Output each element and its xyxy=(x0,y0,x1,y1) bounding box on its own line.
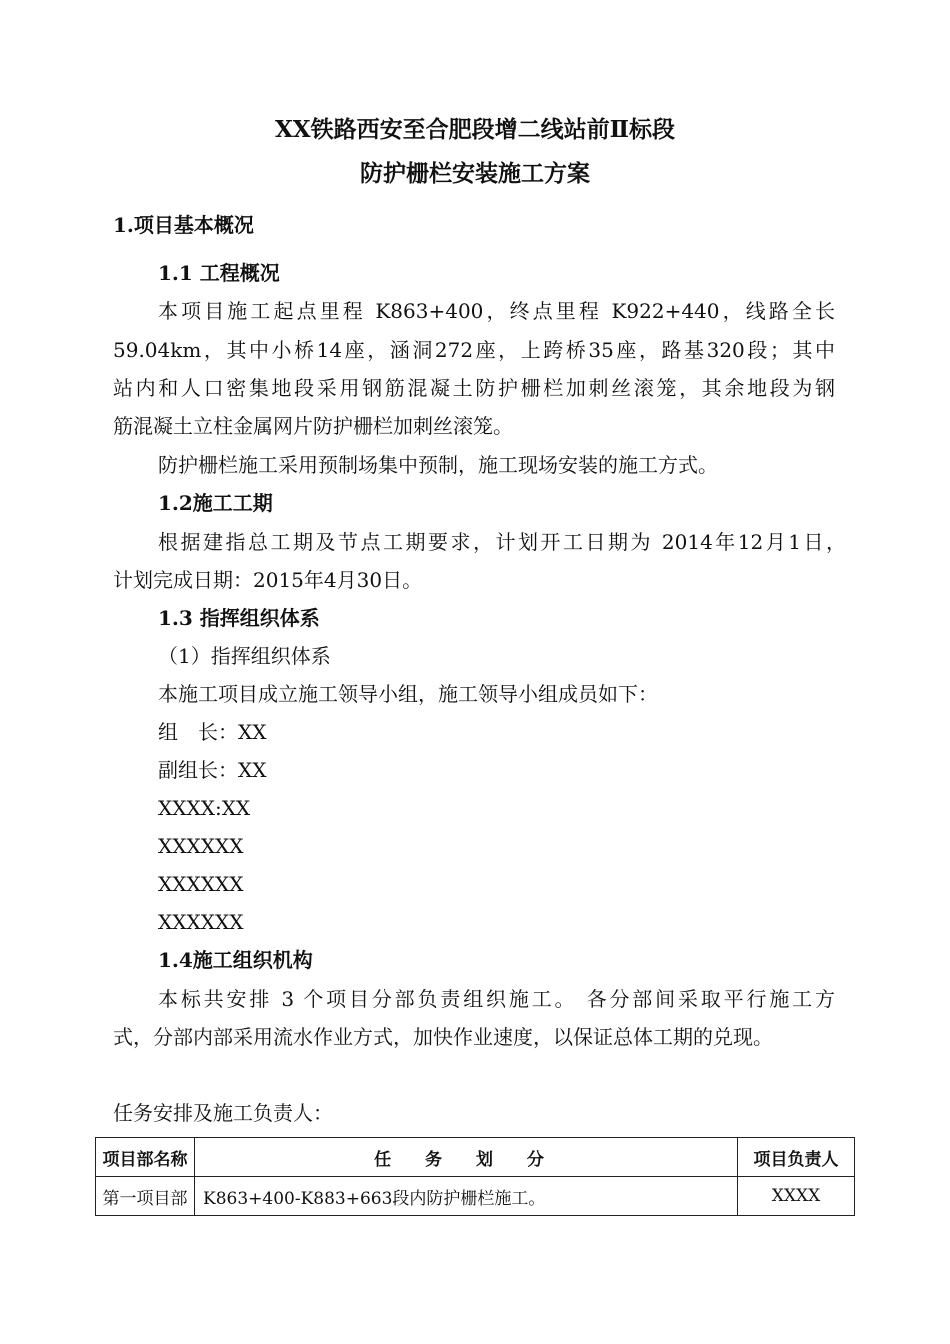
document-title-line1: XX铁路西安至合肥段增二线站前Ⅱ标段 xyxy=(274,116,676,143)
member-line: 副组长：XX xyxy=(158,758,267,782)
subsection-heading: 1.3 指挥组织体系 xyxy=(158,606,320,630)
table-header-row xyxy=(96,1138,855,1177)
subsection-heading: 1.2施工工期 xyxy=(158,491,273,515)
paragraph-line: 本项目施工起点里程 K863+400，终点里程 K922+440，线路全长 xyxy=(158,299,835,323)
document-title-line2: 防护栅栏安装施工方案 xyxy=(360,160,590,187)
paragraph-line: 根据建指总工期及节点工期要求，计划开工日期为 2014年12月1日， xyxy=(158,530,846,554)
task-assignment-table xyxy=(95,1137,855,1216)
paragraph-line: 59.04km，其中小桥14座，涵洞272座，上跨桥35座，路基320段；其中 xyxy=(113,338,835,362)
section-heading: 1.项目基本概况 xyxy=(113,213,254,237)
table-header-cell: 项目负责人 xyxy=(738,1138,855,1177)
member-line: XXXXXX xyxy=(158,910,244,934)
table-cell: 第一项目部 xyxy=(96,1177,195,1216)
member-line: 组 长：XX xyxy=(158,720,267,744)
member-line: XXXXXX xyxy=(158,872,244,896)
subsection-subheading: （1）指挥组织体系 xyxy=(158,644,331,668)
paragraph: 本施工项目成立施工领导小组，施工领导小组成员如下： xyxy=(158,682,658,706)
table-row xyxy=(96,1177,855,1216)
paragraph-line: 式，分部内部采用流水作业方式，加快作业速度，以保证总体工期的兑现。 xyxy=(113,1025,773,1049)
table-cell: XXXX xyxy=(738,1177,855,1216)
paragraph-line: 计划完成日期：2015年4月30日。 xyxy=(113,568,423,592)
subsection-heading: 1.4施工组织机构 xyxy=(158,948,313,972)
paragraph-line: 本标共安排 3 个项目分部负责组织施工。 各分部间采取平行施工方 xyxy=(158,987,835,1011)
table-header-cell: 项目部名称 xyxy=(96,1138,195,1177)
paragraph: 防护栅栏施工采用预制场集中预制，施工现场安装的施工方式。 xyxy=(158,453,718,477)
member-line: XXXXXX xyxy=(158,834,244,858)
paragraph-line: 筋混凝土立柱金属网片防护栅栏加刺丝滚笼。 xyxy=(113,414,513,438)
table-caption: 任务安排及施工负责人： xyxy=(113,1101,333,1125)
paragraph-line: 站内和人口密集地段采用钢筋混凝土防护栅栏加刺丝滚笼，其余地段为钢 xyxy=(113,376,835,400)
table-header-cell: 任 务 划 分 xyxy=(195,1138,738,1177)
member-line: XXXX:XX xyxy=(158,796,251,820)
table-cell: K863+400-K883+663段内防护栅栏施工。 xyxy=(195,1177,738,1216)
subsection-heading: 1.1 工程概况 xyxy=(158,261,280,285)
